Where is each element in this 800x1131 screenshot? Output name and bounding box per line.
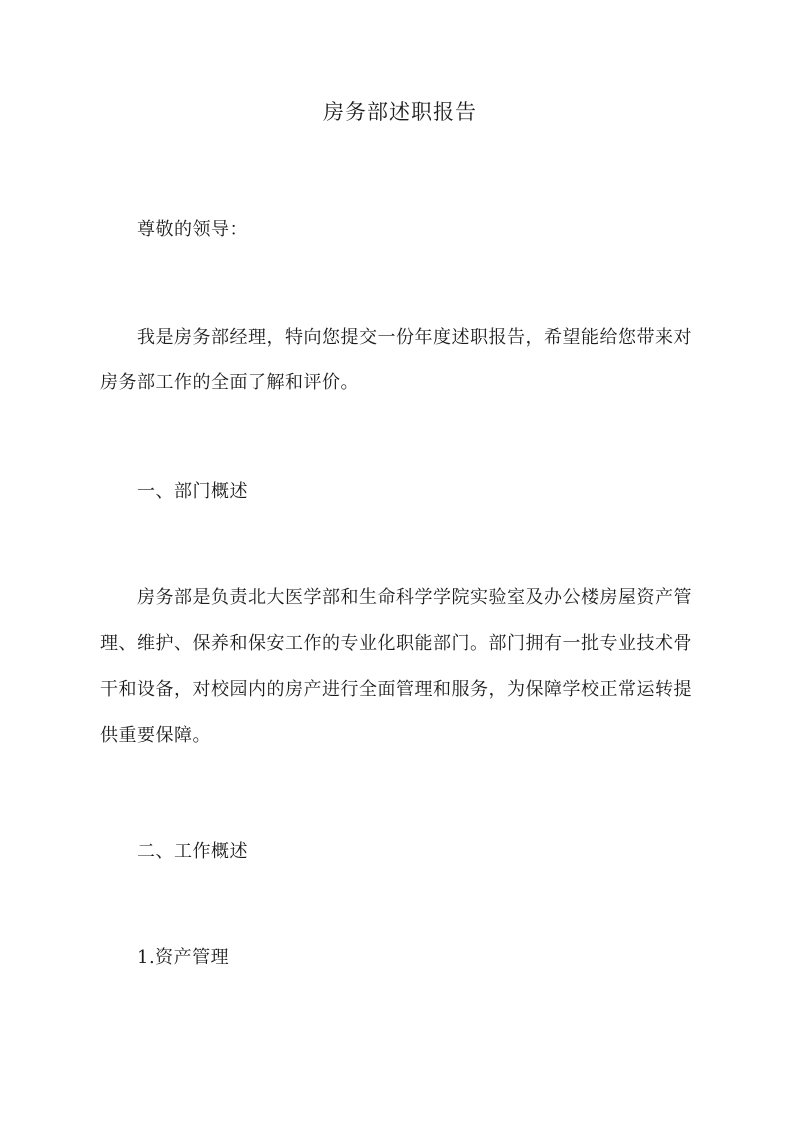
overview-line-1: 房务部是负责北大医学部和生命科学学院实验室及办公楼房屋资产管 bbox=[137, 587, 692, 608]
intro-line-1: 我是房务部经理，特向您提交一份年度述职报告，希望能给您带来对 bbox=[137, 327, 692, 348]
section-heading-overview: 一、部门概述 bbox=[137, 481, 248, 502]
department-overview-paragraph bbox=[100, 580, 704, 764]
overview-line-2: 理、维护、保养和保安工作的专业化职能部门。部门拥有一批专业技术骨 bbox=[100, 633, 692, 654]
overview-line-3: 干和设备，对校园内的房产进行全面管理和服务，为保障学校正常运转提 bbox=[100, 679, 692, 700]
intro-line-2: 房务部工作的全面了解和评价。 bbox=[100, 372, 359, 393]
subheading-asset-management: 1.资产管理 bbox=[137, 947, 230, 968]
section-heading-work: 二、工作概述 bbox=[137, 841, 248, 862]
intro-paragraph bbox=[100, 320, 704, 401]
document-title: 房务部述职报告 bbox=[323, 100, 477, 124]
salutation: 尊敬的领导： bbox=[137, 219, 248, 240]
overview-line-4: 供重要保障。 bbox=[100, 725, 211, 746]
